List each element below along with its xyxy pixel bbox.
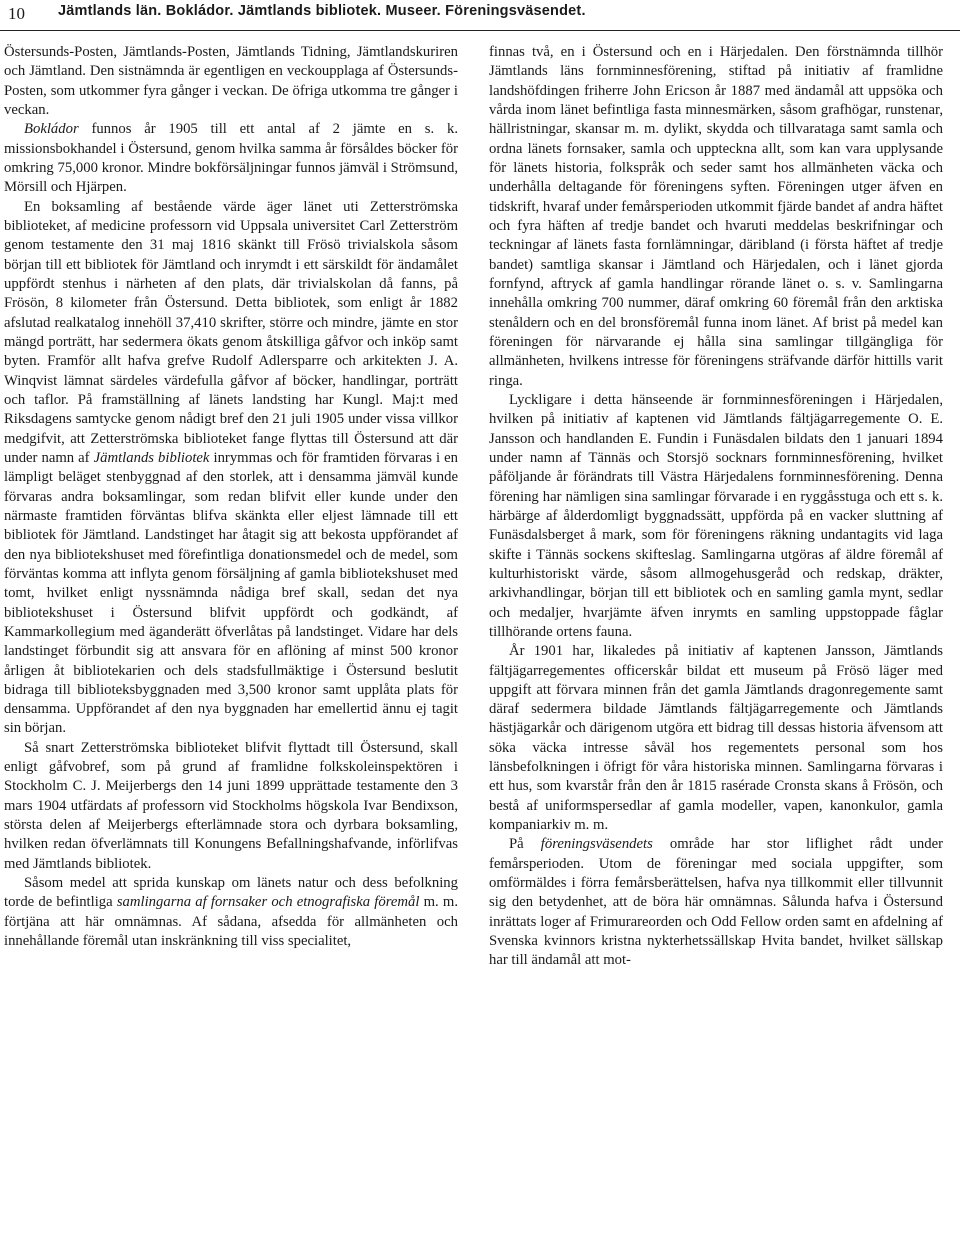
paragraph-newspapers: Östersunds-Posten, Jämtlands-Posten, Jämtlands Tidning, Jämtlandskuriren och Jämtland. Den sistnämnda är egentligen en veckoupplaga af Östersunds-Posten, som utkommer fyra gånger i veckan. De öfriga utkomma tre gånger i veckan. — [4, 44, 458, 118]
paragraph-museum: År 1901 har, likaledes på initiativ af kaptenen Jansson, Jämtlands fältjägarregementes officerskår bildat ett museum på Frösö läger med uppgift att förvara minnen från det gamla Jämtlands dragonregemente samt däraf sedermera bildade Jämtlands fältjägarregemente och Jämtlands hästjägarkår och därigenom utgöra ett bidrag till dessas historia äfvensom att söka väcka intresse såväl hos regementets personal som hos länsbefolkningen i öfrigt för våra historiska minnen. Samlingarna förvaras i ett hus, som kvarstår från den år 1815 rasérade Cronsta skans å Frösön, och bestå af uniformspersedlar af gamla modeller, vapen, kanonkulor, gamla kompaniarkiv m. m. — [489, 643, 943, 834]
page-header — [0, 0, 960, 40]
paragraph-bookshops — [4, 120, 458, 197]
right-column — [489, 43, 943, 971]
collections-text-b: m. m. förtjäna att här omnämnas. Af sådana, afsedda för allmänheten och innehållande föremål utan inskränkning till viss specialitet, — [4, 894, 458, 950]
bookshops-text: funnos år 1905 till ett antal af 2 jämte en s. k. missionsbokhandel i Östersund, genom hvilka samma år försåldes böcker för omkring 75,000 kronor. Mindre bokförsäljningar funnos jämväl i Strömsund, Mörsill och Hjärpen. — [4, 121, 458, 196]
associations-text-b: område har stor liflighet rådt under femårsperioden. Utom de föreningar med sociala uppgifter, som omförmäldes i förra femårsberättelsen, hafva nya tillkommit eller tillvunnit sig den betydenhet, att de böra här omnämnas. Sålunda hafva i Östersund inrättats loger af Frimurareorden och Odd Fellow orden samt en afdelning af Svenska kvinnors kristna nykterhetssällskap Hvita bandet, hvilket sällskap har till ändamål att mot- — [489, 836, 943, 969]
paragraph-collections — [4, 874, 458, 951]
collections-emphasis: samlingarna af fornsaker och etnografiska föremål — [116, 894, 420, 911]
paragraph-meijerberg: Så snart Zetterströmska biblioteket blifvit flyttadt till Östersund, skall enligt gåfvobref, som på grund af framlidne folkskoleinspektören i Stockholm C. J. Meijerbergs den 14 juni 1899 upprättade testamente den 3 mars 1904 utfärdats af professorn vid Stockholms högskola Ivar Bendixson, största delen af Meijerbergs efterlämnade stora och dyrbara boksamling, hvilken redan öfverlämnats till Konungens Befallningshafvande, införlifvas med Jämtlands bibliotek. — [4, 739, 458, 872]
library-text-b: inrymmas och för framtiden förvaras i en lämpligt beläget stenbyggnad af den storlek, att i densamma jämväl kunde förvaras andra boksamlingar, som redan blifvit eller kunde under den närmaste framtiden förväntas blifva skänkta eller eljest lämnade till ett bibliotek för Jämtland. Landstinget har åtagit sig att bekosta uppförandet af den nya bibliotekshuset med förefintliga donationsmedel och de medel, som förväntas komma att inflyta genom försäljning af gamla bibliotekshuset med tomt, hvilket enligt nyssnämnda nådiga bref skall, sedan det nya bibliotekshuset i Östersund blifvit uppfördt och godkändt, af Kammarkollegium med äganderätt öfverlåtas på landstinget. Vidare har dels landstinget förbundit sig att ansvara för en aflöning af minst 500 kronor årligen åt bibliotekarien och dels stadsfullmäktige i Östersund beslutit bidraga till biblioteksbyggnaden med 3,500 kronor samt upplåta plats för densamma. Uppförandet af den nya byggnaden har emellertid ännu ej tagit sin början. — [4, 449, 458, 737]
library-name: Jämtlands bibliotek — [93, 449, 210, 466]
bookshops-heading: Bokládor — [24, 121, 79, 138]
header-rule — [0, 30, 960, 31]
collections-text-a: Såsom medel att sprida kunskap om länets natur och dess befolkning torde de befintliga — [4, 875, 458, 911]
left-column — [4, 43, 458, 951]
paragraph-harjedalen: Lyckligare i detta hänseende är fornminnesföreningen i Härjedalen, hvilken på initiativ af kaptenen vid Jämtlands fältjägarregemente O. E. Jansson och handlanden E. Fundin i Funäsdalen bildats den 1 januari 1894 under namn af Tännäs och Storsjö socknars fornminnesförening, hvilket påföljande år förändrats till Västra Härjedalens fornminnesförening. Denna förening har nämligen sina samlingar förvarade i en ryggåsstuga och ett s. k. härbärge af ålderdomligt byggnadssätt, uppförda på en vacker sluttning af Funäsdalsberget å mark, som för föreningens räkning undantagits vid laga skifte i Tännäs sockens skifteslag. Samlingarna utgöras af äldre föremål af kulturhistoriskt värde, såsom allmogehusgeråd och redskap, dräkter, arkivhandlingar, början till ett bibliotek och en samling gamla mynt, sedlar och medaljer, hvarjämte äfven inrymts en samling uppstoppade fåglar tillhörande ortens fauna. — [489, 391, 943, 640]
associations-emphasis: föreningsväsendets — [540, 836, 653, 853]
page-number: 10 — [8, 4, 25, 23]
associations-text-a: På — [509, 836, 541, 853]
running-head: Jämtlands län. Bokládor. Jämtlands bibliotek. Museer. Föreningsväsendet. — [58, 3, 586, 19]
paragraph-fornminnesforening: finnas två, en i Östersund och en i Härjedalen. Den förstnämnda tillhör Jämtlands läns fornminnesförening, stiftad på initiativ af framlidne landshöfdingen friherre John Ericson år 1887 med ändamål att uppsöka och vårda inom länet befintliga fasta minnesmärken, såsom grafhögar, runstenar, hällristningar, skansar m. m. dylikt, skydda och tillvarataga samt samla och ordna länets fornsaker, samla och uppteckna allt, som kan vara upplysande för länets historia, folkspråk och seder samt hos allmänheten väcka och underhålla deltagande för föreningens syften. Föreningen utger äfven en tidskrift, hvaraf under femårsperioden utkommit fjärde bandet af andra häftet och fyra häften af tredje bandet och hvaruti meddelas beskrifningar och teckningar af länets fasta fornlämningar, däribland (i första häftet af tredje bandet) samtliga skansar i Jämtland och Härjedalen, och i länet gjorda fornfynd, aftryck af gamla handlingar rörande länet o. s. v. Samlingarna innehålla omkring 700 nummer, däraf omkring 60 föremål från den arktiska stenåldern och en del bronsföremål funna inom länet. Af brist på medel kan föreningen för närvarande ej hålla sina samlingar tillgängliga för allmänheten, hvilkens intresse för föreningens sträfvande därför hittills varit ringa. — [489, 44, 943, 389]
library-text-a: En boksamling af bestående värde äger länet uti Zetterströmska biblioteket, af medicine professorn vid Uppsala universitet Carl Zetterström genom testamente den 31 maj 1816 skänkt till Frösö trivialskola såsom början till ett bibliotek för Jämtland och inrymdt i ett särskildt för ändamålet uppfördt stenhus i närheten af den plats, där trivialskolan då fanns, på Frösön, 8 kilometer från Östersund. Detta bibliotek, som enligt år 1882 afslutad realkatalog innehöll 37,410 skrifter, större och mindre, jämte en stor mängd porträtt, har sedermera ökats genom åtskilliga gåfvor och inköp samt byten. Framför allt hafva grefve Rudolf Adlersparre och arkitekten J. A. Winqvist lämnat särdeles värdefulla gåfvor af böcker, handlingar, porträtt och taflor. På framställning af länets landsting har Kungl. Maj:t med Riksdagens samtycke genom nådigt bref den 21 juli 1905 under vissa villkor medgifvit, att Zetterströmska biblioteket fange flyttas till Östersund att där under namn af — [4, 198, 458, 466]
paragraph-associations — [489, 835, 943, 970]
paragraph-library — [4, 198, 458, 739]
